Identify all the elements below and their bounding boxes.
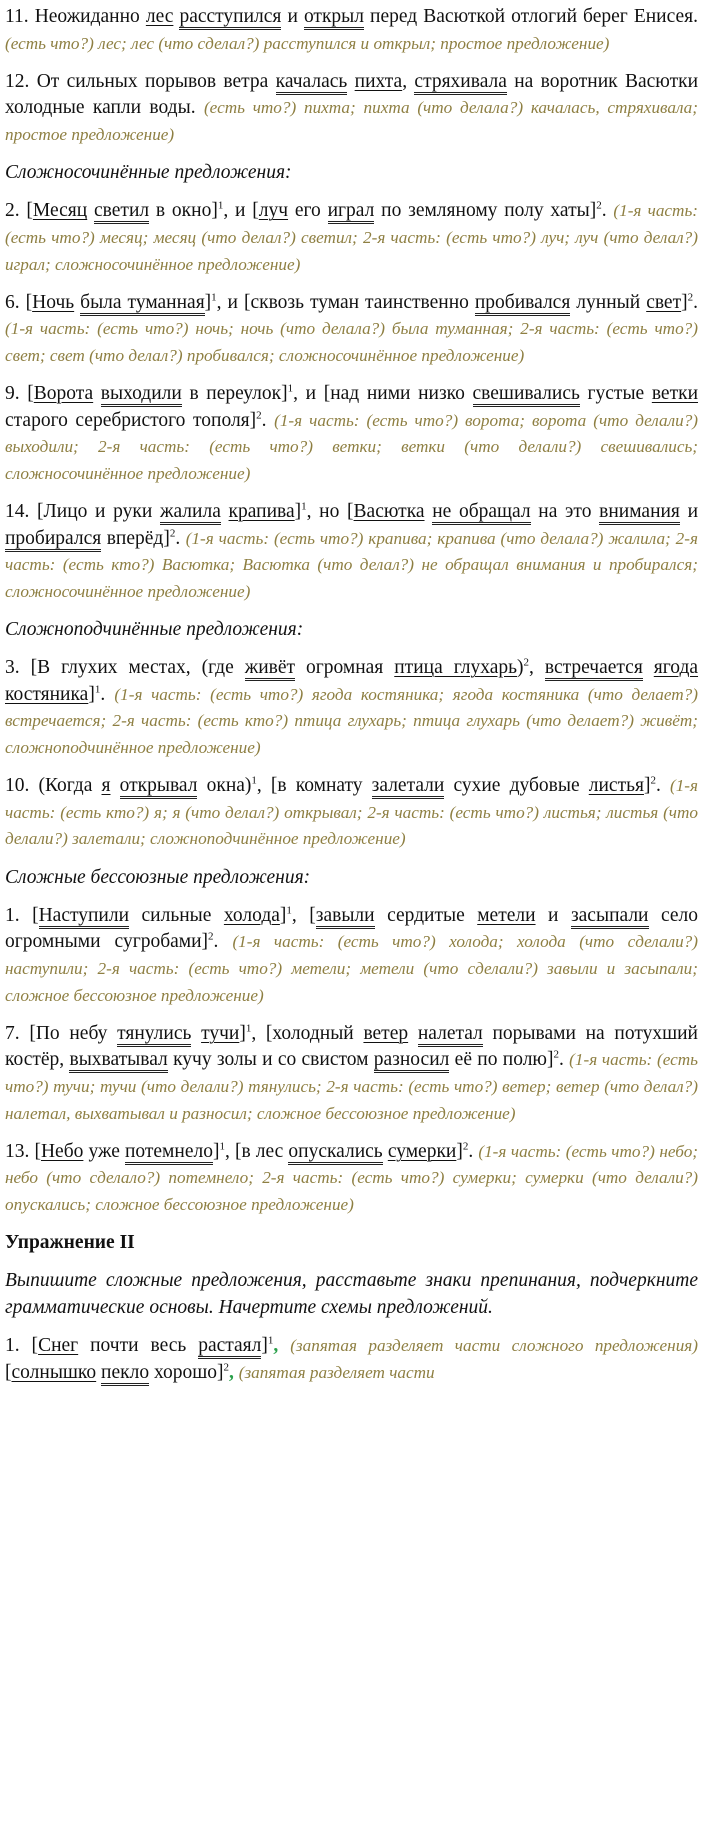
subject-underline: Небо [40, 1140, 84, 1162]
subject-underline: ягода костяника [5, 657, 699, 705]
part-number: 2 [596, 199, 602, 212]
predicate-underline: Наступили [39, 905, 129, 929]
part-number: 1 [211, 291, 217, 304]
section-heading: Сложноподчинённые предложения: [5, 619, 304, 641]
predicate-underline: опускались [288, 1141, 382, 1165]
paragraph-p12: 12. От сильных порывов ветра качалась пихта, стряхивала на воротник Васютки холодные капли воды. (есть что?) пихта; пихта (что делала?) качалась, стряхивала; простое предложение) [5, 70, 699, 144]
part-number: 2 [208, 930, 214, 943]
predicate-underline: растаял [198, 1335, 261, 1359]
analysis-comment: (1-я часть: (есть что?) холода; холода (что сделали?) наступили; 2-я часть: (есть что?) метели; метели (что сделали?) завыли и засыпали; сложное бессоюзное предложение) [5, 932, 698, 1005]
analysis-comment: (1-я часть: (есть что?) небо; небо (что сделало?) потемнело; 2-я часть: (есть что?) сумерки; сумерки (что делали?) опускались; сложное бессоюзное предложение) [5, 1141, 699, 1214]
predicate-underline: засыпали [571, 905, 649, 929]
paragraph-q3: 3. [В глухих местах, (где живёт огромная птица глухарь)$^2$, встречается ягода костяника]$^1$. (1-я часть: (есть что?) ягода костяника; ягода костяника (что делает?) встречается; 2-я часть: (есть кто?) птица глухарь; птица глухарь (что делает?) живёт; сложноподчинённое предложение) [5, 656, 699, 757]
part-number: 2 [553, 1048, 559, 1061]
part-number: 2 [223, 1361, 229, 1374]
predicate-underline: играл [328, 200, 375, 224]
subject-underline: Ночь [32, 291, 75, 313]
part-number: 1 [251, 774, 257, 787]
predicate-underline: открыл [304, 6, 364, 30]
predicate-underline: стряхивала [414, 71, 506, 95]
part-number: 1 [219, 1140, 225, 1153]
analysis-comment: (1-я часть: (есть что?) крапива; крапива (что делала?) жалила; 2-я часть: (есть кто?) Васютка; Васютка (что делал?) не обращал внимания и пробирался; сложносочинённое предложение) [5, 528, 698, 601]
subject-underline: луч [258, 200, 289, 222]
predicate-underline: разносил [374, 1049, 450, 1073]
paragraph-q6: 6. [Ночь была туманная]$^1$, и [сквозь туман таинственно пробивался лунный свет]$^2$. (1-я часть: (есть что?) ночь; ночь (что делала?) была туманная; 2-я часть: (есть что?) свет; свет (что делал?) пробивался; сложносочинённое предложение) [5, 291, 698, 365]
section-heading: Сложные бессоюзные предложения: [5, 866, 311, 888]
predicate-underline: выходили [101, 383, 182, 407]
predicate-underline: налетал [418, 1023, 483, 1047]
predicate-underline: не обращал [432, 501, 530, 525]
paragraph-r13: 13. [Небо уже потемнело]$^1$, [в лес опускались сумерки]$^2$. (1-я часть: (есть что?) небо; небо (что сделало?) потемнело; 2-я часть: (есть что?) сумерки; сумерки (что делали?) опускались; сложное бессоюзное предложение) [5, 1140, 699, 1214]
subject-underline: свет [646, 291, 682, 313]
analysis-comment: (1-я часть: (есть что?) ночь; ночь (что делала?) была туманная; 2-я часть: (есть что?) свет; свет (что делал?) пробивался; сложносочинённое предложение) [5, 319, 698, 365]
predicate-underline: свешивались [473, 383, 580, 407]
predicate-underline: пробирался [5, 528, 101, 552]
subject-underline: метели [477, 904, 536, 926]
part-number: 2 [256, 409, 262, 422]
part-number: 1 [301, 500, 307, 513]
subject-underline: солнышко [11, 1361, 97, 1383]
paragraph-r1: 1. [Наступили сильные холода]$^1$, [завыли сердитые метели и засыпали село огромными сугробами]$^2$. (1-я часть: (есть что?) холода; холода (что сделали?) наступили; 2-я часть: (есть что?) метели; метели (что сделали?) завыли и засыпали; сложное бессоюзное предложение) [5, 904, 698, 1005]
analysis-comment: (запятая разделяет части [238, 1362, 435, 1382]
predicate-underline: тянулись [117, 1023, 191, 1047]
part-number: 2 [687, 291, 694, 304]
predicate-underline: выхватывал [69, 1049, 167, 1073]
paragraph-q10: 10. (Когда я открывал окна)$^1$, [в комнату залетали сухие дубовые листья]$^2$. (1-я часть: (есть кто?) я; я (что делал?) открывал; 2-я часть: (есть что?) листья; листья (что делали?) залетали; сложноподчинённое предложение) [5, 774, 698, 849]
paragraph-p11: 11. Неожиданно лес расступился и открыл перед Васюткой отлогий берег Енисея. (есть что?) лес; лес (что сделал?) расступился и открыл; простое предложение) [5, 6, 698, 53]
paragraph-task [5, 1268, 698, 1321]
part-number: 1 [217, 199, 224, 212]
paragraph-h2 [5, 617, 698, 644]
predicate-underline: живёт [245, 657, 295, 681]
analysis-comment: (есть что?) пихта; пихта (что делала?) качалась, стряхивала; простое предложение) [5, 98, 698, 144]
predicate-underline: качалась [276, 71, 348, 95]
analysis-comment: (есть что?) лес; лес (что сделал?) расступился и открыл; простое предложение) [5, 33, 610, 53]
predicate-underline: внимания [599, 501, 680, 525]
paragraph-r7: 7. [По небу тянулись тучи]$^1$, [холодный ветер налетал порывами на потухший костёр, выхватывал кучу золы и со свистом разносил её по полю]$^2$. (1-я часть: (есть что?) тучи; тучи (что делали?) тянулись; 2-я часть: (есть что?) ветер; ветер (что делал?) налетал, выхватывал и разносил; сложное бессоюзное предложение) [5, 1022, 698, 1123]
part-number: 2 [169, 527, 176, 540]
paragraph-e1: 1. [Снег почти весь растаял]$^1$, (запятая разделяет части сложного предложения) [солнышко пекло хорошо]$^2$, (запятая разделяет части [5, 1333, 698, 1386]
analysis-comment: (1-я часть: (есть кто?) я; я (что делал?) открывал; 2-я часть: (есть что?) листья; листья (что делали?) залетали; сложноподчинённое предложение) [5, 776, 698, 849]
subject-underline: я [101, 775, 111, 797]
subject-underline: Ворота [33, 383, 94, 405]
subject-underline: сумерки [387, 1140, 457, 1162]
highlight-comma: , [273, 1335, 279, 1357]
part-number: 1 [286, 904, 292, 917]
subject-underline: лес [145, 6, 174, 27]
task-text: Выпишите сложные предложения, расставьте знаки препинания, подчеркните грамматические основы. Начертите схемы предложений. [5, 1270, 698, 1318]
subject-underline: листья [588, 775, 644, 797]
paragraph-h4 [5, 1230, 698, 1257]
part-number: 1 [245, 1022, 252, 1035]
predicate-underline: светил [94, 200, 149, 224]
subject-underline: птица глухарь [394, 657, 517, 679]
analysis-comment: (1-я часть: (есть что?) ягода костяника; ягода костяника (что делает?) встречается; 2-я часть: (есть кто?) птица глухарь; птица глухарь (что делает?) живёт; сложноподчинённое предложение) [5, 684, 698, 757]
predicate-underline: была туманная [80, 292, 205, 316]
predicate-underline: жалила [160, 501, 221, 525]
highlight-comma: , [229, 1361, 234, 1383]
section-heading: Сложносочинённые предложения: [5, 162, 292, 184]
subject-underline: Снег [38, 1335, 79, 1357]
predicate-underline: встречается [545, 657, 643, 681]
paragraph-h1 [5, 160, 698, 187]
subject-underline: Месяц [32, 200, 88, 222]
analysis-comment: (1-я часть: (есть что?) месяц; месяц (что делал?) светил; 2-я часть: (есть что?) луч; луч (что делал?) играл; сложносочинённое предложение) [5, 201, 699, 274]
paragraph-q2: 2. [Месяц светил в окно]$^1$, и [луч его играл по земляному полу хаты]$^2$. (1-я часть: (есть что?) месяц; месяц (что делал?) светил; 2-я часть: (есть что?) луч; луч (что делал?) играл; сложносочинённое предложение) [5, 199, 699, 274]
predicate-underline: завыли [316, 905, 375, 929]
subject-underline: холода [223, 904, 280, 926]
analysis-comment: (1-я часть: (есть что?) тучи; тучи (что делали?) тянулись; 2-я часть: (есть что?) ветер; ветер (что делал?) налетал, выхватывал и разносил; сложное бессоюзное предложение) [5, 1050, 698, 1123]
exercise-heading: Упражнение II [5, 1232, 135, 1254]
part-number: 1 [94, 683, 101, 696]
paragraph-q9: 9. [Ворота выходили в переулок]$^1$, и [над ними низко свешивались густые ветки старого серебристого тополя]$^2$. (1-я часть: (есть что?) ворота; ворота (что делали?) выходили; 2-я часть: (есть что?) ветки; ветки (что делали?) свешивались; сложносочинённое предложение) [5, 382, 699, 483]
predicate-underline: потемнело [125, 1141, 213, 1165]
subject-underline: ветер [363, 1022, 409, 1044]
part-number: 2 [462, 1140, 469, 1153]
part-number: 2 [523, 656, 529, 669]
subject-underline: Васютка [353, 501, 425, 523]
predicate-underline: расступился [179, 6, 281, 30]
part-number: 2 [650, 774, 656, 787]
predicate-underline: открывал [120, 775, 198, 799]
part-number: 1 [267, 1334, 274, 1347]
subject-underline: тучи [201, 1022, 240, 1044]
predicate-underline: залетали [372, 775, 445, 799]
predicate-underline: пекло [101, 1362, 149, 1386]
predicate-underline: пробивался [475, 292, 570, 316]
paragraph-q14: 14. [Лицо и руки жалила крапива]$^1$, но [Васютка не обращал на это внимания и пробирался вперёд]$^2$. (1-я часть: (есть что?) крапива; крапива (что делала?) жалила; 2-я часть: (есть кто?) Васютка; Васютка (что делал?) не обращал внимания и пробирался; сложносочинённое предложение) [5, 500, 699, 601]
analysis-comment: (запятая разделяет части сложного предложения) [290, 1336, 699, 1356]
paragraph-h3 [5, 865, 698, 892]
subject-underline: крапива [228, 501, 295, 523]
analysis-comment: (1-я часть: (есть что?) ворота; ворота (что делали?) выходили; 2-я часть: (есть что?) ветки; ветки (что делали?) свешивались; сложносочинённое предложение) [5, 410, 699, 483]
subject-underline: ветки [651, 383, 699, 405]
subject-underline: пихта [354, 70, 403, 92]
part-number: 1 [287, 382, 294, 395]
